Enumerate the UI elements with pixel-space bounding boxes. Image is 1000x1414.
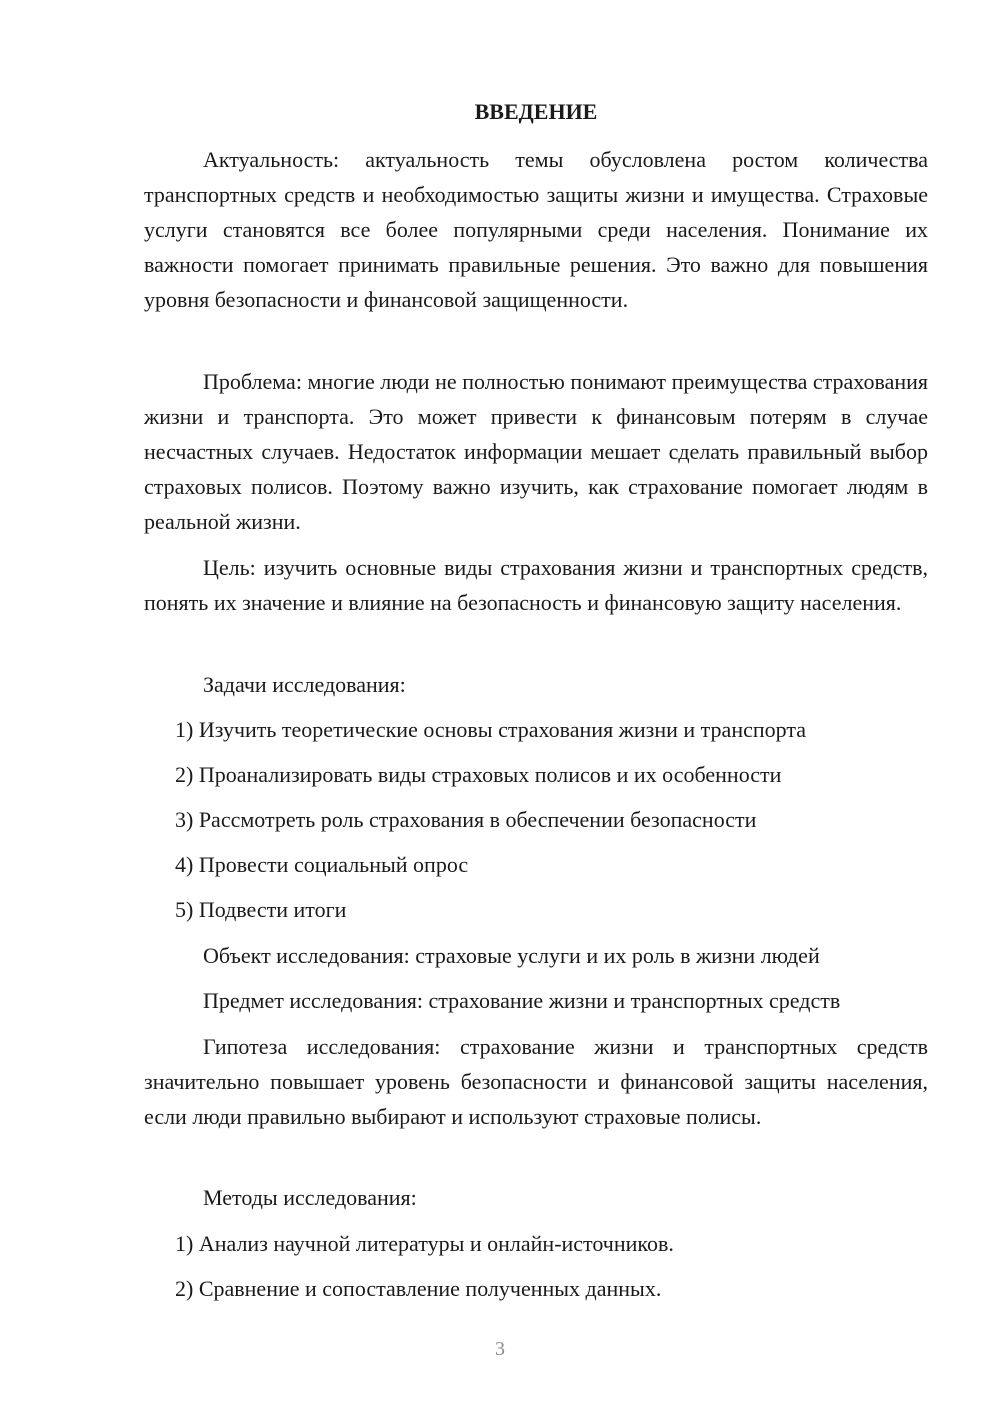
task-item: 3) Рассмотреть роль страхования в обеспечении безопасности — [175, 807, 757, 832]
hypothesis-paragraph: Гипотеза исследования: страхование жизни и транспортных средств значительно повышает уровень безопасности и финансовой защиты населения, если люди правильно выбирают и используют страховые полисы. — [144, 1034, 928, 1129]
methods-heading: Методы исследования: — [203, 1185, 417, 1210]
page-number: 3 — [495, 1338, 505, 1360]
method-item: 1) Анализ научной литературы и онлайн-источников. — [175, 1231, 674, 1256]
task-item: 4) Провести социальный опрос — [175, 852, 469, 877]
goal-paragraph: Цель: изучить основные виды страхования жизни и транспортных средств, понять их значение и влияние на безопасность и финансовую защиту населения. — [144, 555, 928, 615]
object-line: Объект исследования: страховые услуги и их роль в жизни людей — [203, 943, 820, 968]
problem-paragraph: Проблема: многие люди не полностью понимают преимущества страхования жизни и транспорта. Это может привести к финансовым потерям в случае несчастных случаев. Недостаток информации мешает сделать правильный выбор страховых полисов. Поэтому важно изучить, как страхование помогает людям в реальной жизни. — [144, 369, 928, 534]
relevance-paragraph: Актуальность: актуальность темы обусловлена ростом количества транспортных средств и необходимостью защиты жизни и имущества. Страховые услуги становятся все более популярными среди населения. Понимание их важности помогает принимать правильные решения. Это важно для повышения уровня безопасности и финансовой защищенности. — [144, 147, 928, 312]
method-item: 2) Сравнение и сопоставление полученных данных. — [175, 1276, 662, 1301]
subject-line: Предмет исследования: страхование жизни и транспортных средств — [203, 988, 841, 1013]
task-item: 1) Изучить теоретические основы страхования жизни и транспорта — [175, 717, 806, 742]
tasks-heading: Задачи исследования: — [203, 672, 406, 697]
task-item: 5) Подвести итоги — [175, 897, 347, 922]
page-title: ВВЕДЕНИЕ — [474, 99, 598, 124]
task-item: 2) Проанализировать виды страховых полисов и их особенности — [175, 762, 782, 787]
